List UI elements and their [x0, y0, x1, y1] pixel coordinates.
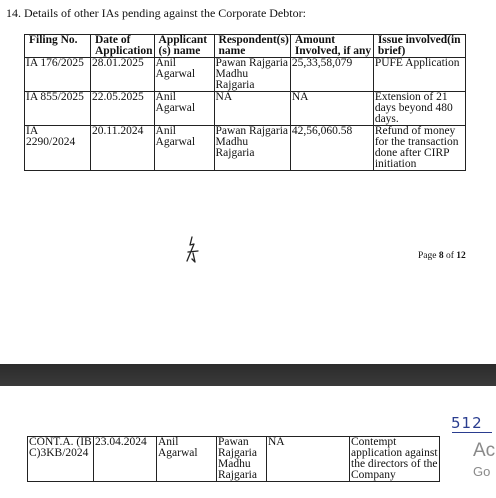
- cell-amount: NA: [290, 92, 373, 126]
- cell-applicant: Anil Agarwal: [157, 437, 217, 482]
- cell-date: 20.11.2024: [91, 126, 155, 171]
- cell-amount: 42,56,060.58: [290, 126, 373, 171]
- cell-date: 28.01.2025: [91, 58, 155, 92]
- table-row: [28, 437, 440, 482]
- signature-mark-icon: [180, 235, 204, 265]
- total-pages: 12: [456, 251, 466, 261]
- continuation-table: [27, 436, 440, 482]
- header-filing-no: Filing No.: [25, 35, 91, 58]
- table-row: [25, 126, 466, 171]
- cell-filing-no: IA 176/2025: [25, 58, 91, 92]
- header-issue: Issue involved(in brief): [373, 35, 465, 58]
- cell-applicant: Anil Agarwal: [154, 92, 214, 126]
- cell-filing-no: IA 2290/2024: [25, 126, 91, 171]
- header-respondent: Respondent(s) name: [214, 35, 290, 58]
- pending-ia-table: [24, 34, 466, 171]
- cell-issue: PUFE Application: [373, 58, 465, 92]
- handwritten-underline: [452, 432, 492, 433]
- cell-issue: Refund of money for the transaction done after CIRP initiation: [373, 126, 465, 171]
- cell-applicant: Anil Agarwal: [154, 58, 214, 92]
- table-row: [25, 58, 466, 92]
- cell-filing-no: IA 855/2025: [25, 92, 91, 126]
- section-heading: 14. Details of other IAs pending against the Corporate Debtor:: [6, 6, 306, 20]
- cell-amount: NA: [267, 437, 350, 482]
- cell-applicant: Anil Agarwal: [154, 126, 214, 171]
- cell-issue: Extension of 21 days beyond 480 days.: [373, 92, 465, 126]
- cell-issue: Contempt application against the directors of the Company: [351, 436, 438, 481]
- cell-respondent: NA: [214, 92, 290, 126]
- header-date: Date of Application: [91, 35, 155, 58]
- table-row: [25, 92, 466, 126]
- table-header-row: [25, 35, 466, 58]
- handwritten-page-number: 512: [451, 414, 483, 432]
- cell-date: 23.04.2024: [94, 437, 157, 482]
- cell-amount: 25,33,58,079: [290, 58, 373, 92]
- cell-filing-no: CONT.A. (IBC)3KB/2024: [28, 437, 94, 482]
- page-number: Page 8 of 12: [418, 251, 466, 261]
- cell-date: 22.05.2025: [91, 92, 155, 126]
- page-divider: [0, 364, 496, 386]
- header-applicant: Applicant (s) name: [154, 35, 214, 58]
- document-page-9: [0, 386, 496, 498]
- current-page: 8: [438, 251, 444, 261]
- cell-respondent: Pawan Rajgaria Madhu Rajgaria: [214, 58, 290, 92]
- cell-respondent: Pawan Rajgaria Madhu Rajgaria: [217, 437, 267, 482]
- windows-activation-watermark: Ac Go: [473, 440, 496, 479]
- cell-respondent: Pawan Rajgaria Madhu Rajgaria: [214, 126, 290, 171]
- header-amount: Amount Involved, if any: [290, 35, 373, 58]
